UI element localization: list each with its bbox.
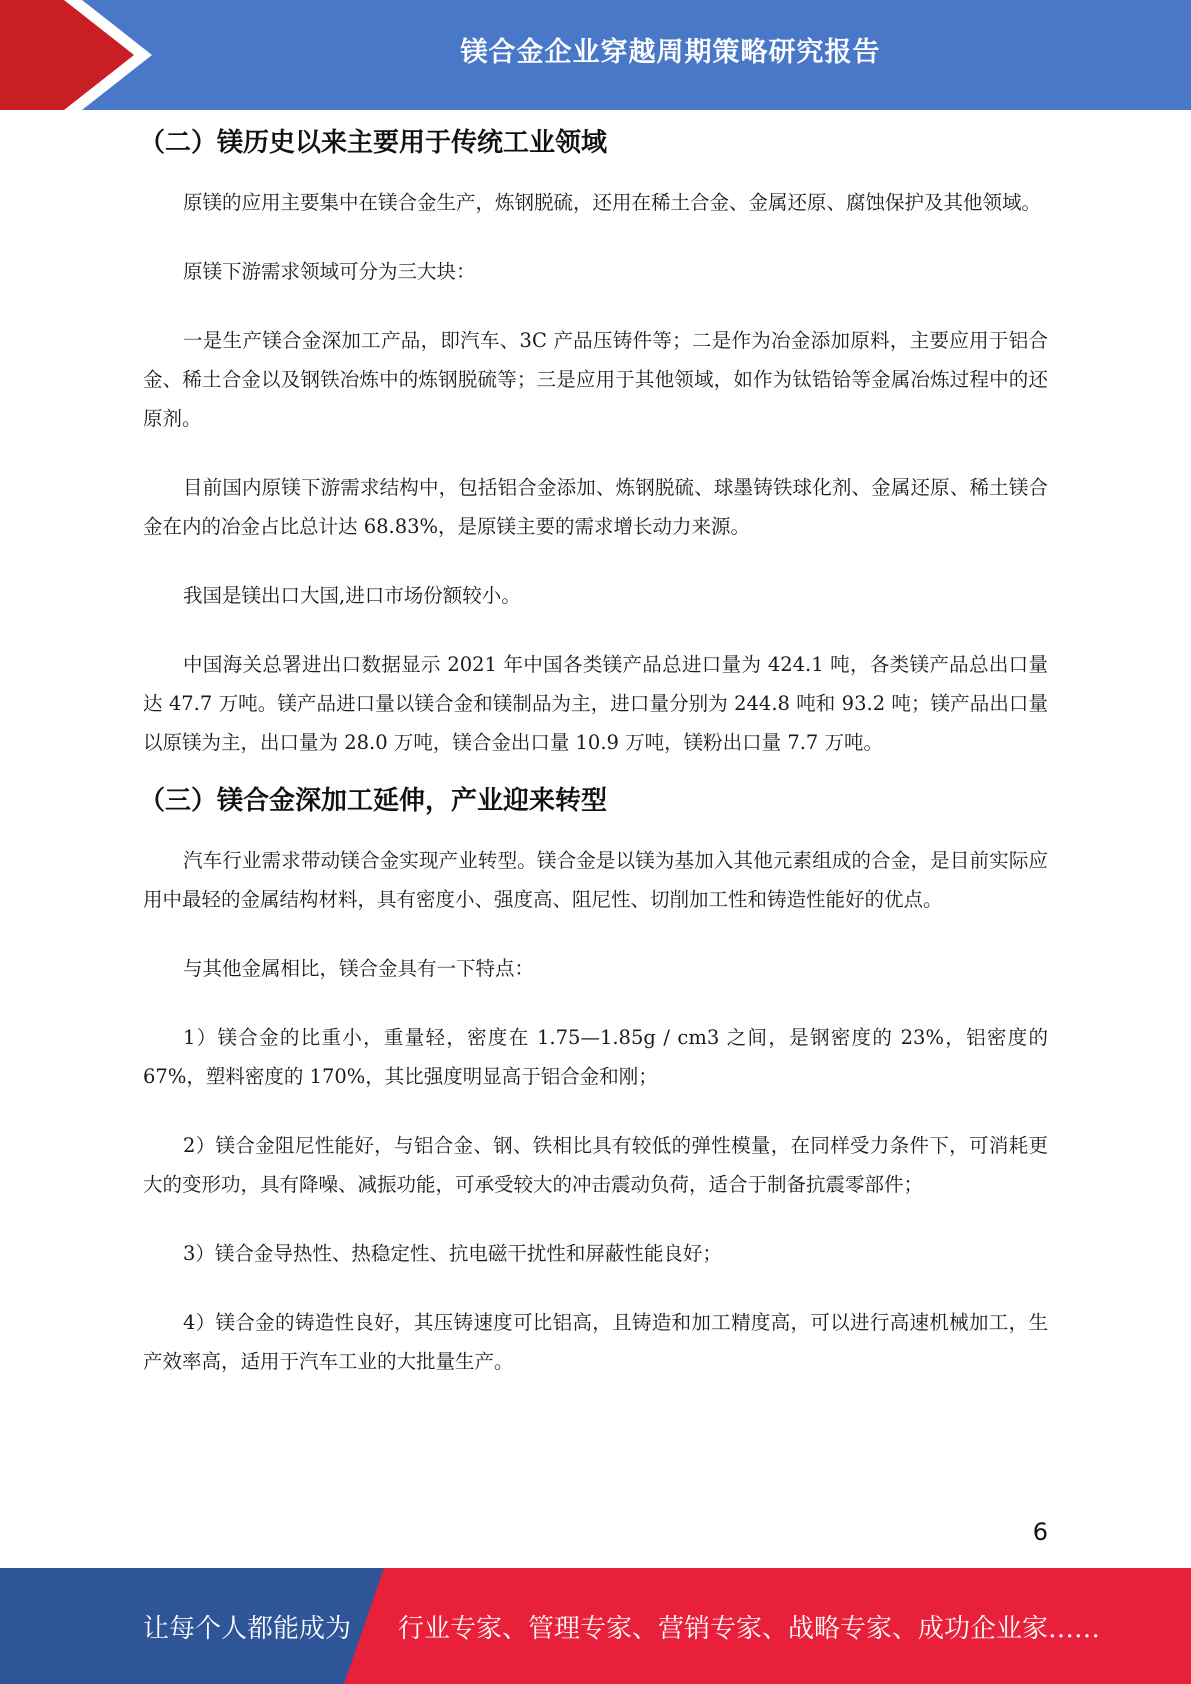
page-footer [0,1568,1191,1684]
paragraph: 我国是镁出口大国,进口市场份额较小。 [183,584,521,607]
page-header [0,0,1191,110]
report-body [139,122,1048,1411]
paragraph: 1）镁合金的比重小，重量轻，密度在 1.75—1.85g / cm3 之间，是钢密度的 23%，铝密度的 67%，塑料密度的 170%，其比强度明显高于铝合金和刚； [143,1026,1048,1088]
footer-slogan-right: 行业专家、管理专家、营销专家、战略专家、成功企业家…… [398,1613,1101,1644]
paragraph: 2）镁合金阻尼性能好，与铝合金、钢、铁相比具有较低的弹性模量，在同样受力条件下，可消耗更大的变形功，具有降噪、减振功能，可承受较大的冲击震动负荷，适合于制备抗震零部件； [143,1134,1048,1196]
paragraph: 4）镁合金的铸造性良好，其压铸速度可比铝高，且铸造和加工精度高，可以进行高速机械加工，生产效率高，适用于汽车工业的大批量生产。 [143,1311,1048,1373]
paragraph: 中国海关总署进出口数据显示 2021 年中国各类镁产品总进口量为 424.1 吨，各类镁产品总出口量达 47.7 万吨。镁产品进口量以镁合金和镁制品为主，进口量分别为 244.8 吨和 93.2 吨；镁产品出口量以原镁为主，出口量为 28.0 万吨，镁合金出口量 10.9 万吨，镁粉出口量 7.7 万吨。 [143,653,1048,754]
header-title: 镁合金企业穿越周期策略研究报告 [460,36,881,68]
page-number: 6 [1032,1518,1048,1546]
section-heading-3: （三）镁合金深加工延伸，产业迎来转型 [139,786,608,816]
paragraph: 原镁的应用主要集中在镁合金生产，炼钢脱硫，还用在稀土合金、金属还原、腐蚀保护及其他领域。 [183,191,1042,214]
paragraph: 汽车行业需求带动镁合金实现产业转型。镁合金是以镁为基加入其他元素组成的合金，是目前实际应用中最轻的金属结构材料，具有密度小、强度高、阻尼性、切削加工性和铸造性能好的优点。 [143,849,1048,911]
paragraph: 一是生产镁合金深加工产品，即汽车、3C 产品压铸件等；二是作为冶金添加原料，主要应用于铝合金、稀土合金以及钢铁冶炼中的炼钢脱硫等；三是应用于其他领域，如作为钛锆铪等金属冶炼过程中的还原剂。 [143,329,1048,430]
section-heading-2: （二）镁历史以来主要用于传统工业领域 [139,128,608,158]
paragraph: 3）镁合金导热性、热稳定性、抗电磁干扰性和屏蔽性能良好； [183,1242,722,1265]
paragraph: 与其他金属相比，镁合金具有一下特点： [183,957,535,980]
paragraph: 目前国内原镁下游需求结构中，包括铝合金添加、炼钢脱硫、球墨铸铁球化剂、金属还原、稀土镁合金在内的冶金占比总计达 68.83%，是原镁主要的需求增长动力来源。 [143,476,1048,538]
footer-slogan-left: 让每个人都能成为 [143,1613,352,1644]
paragraph: 原镁下游需求领域可分为三大块： [183,260,476,283]
